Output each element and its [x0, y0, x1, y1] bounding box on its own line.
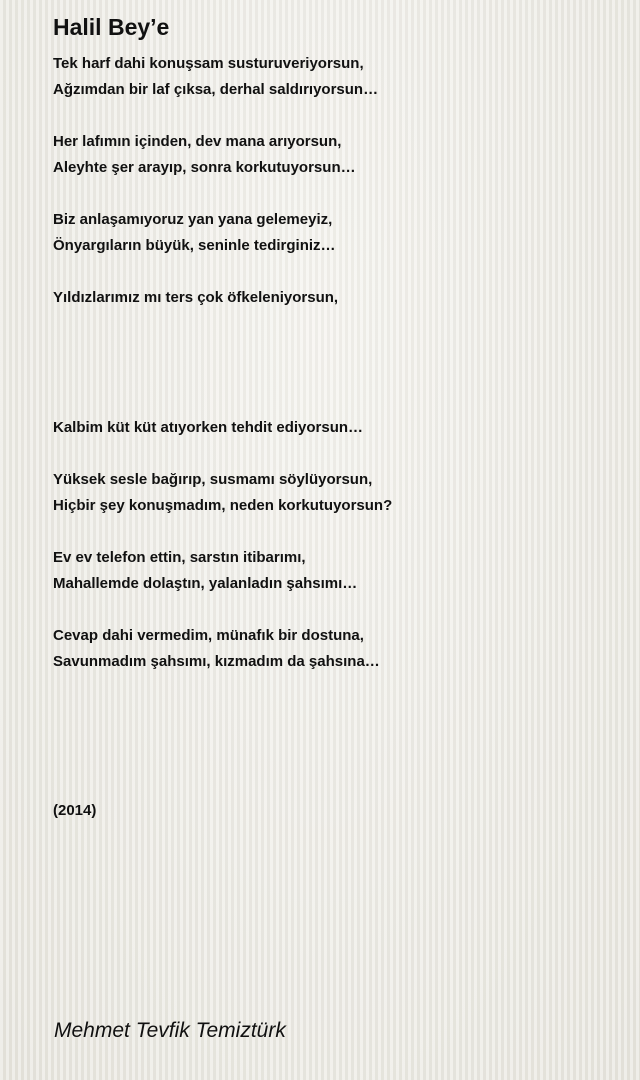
poem-line: Yıldızlarımız mı ters çok öfkeleniyorsun,	[53, 289, 339, 306]
poem-line: Biz anlaşamıyoruz yan yana gelemeyiz,	[53, 211, 333, 228]
poem-line: Kalbim küt küt atıyorken tehdit ediyorsun…	[53, 419, 364, 436]
poem-line: Önyargıların büyük, seninle tedirginiz…	[53, 237, 336, 254]
poem-body	[53, 51, 613, 675]
stanza-break	[53, 363, 613, 389]
poem-line: Tek harf dahi konuşsam susturuveriyorsun,	[53, 55, 364, 72]
stanza-break	[53, 337, 613, 363]
stanza-break	[53, 441, 613, 467]
poem-line: Hiçbir şey konuşmadım, neden korkutuyorsun?	[53, 497, 393, 514]
stanza-break	[53, 389, 613, 415]
poem-line: Savunmadım şahsımı, kızmadım da şahsına…	[53, 653, 380, 670]
poem-title: Halil Bey’e	[53, 14, 170, 40]
stanza-break	[53, 259, 613, 285]
poem-year: (2014)	[53, 802, 97, 819]
stanza-break	[53, 181, 613, 207]
poem-line: Ağzımdan bir laf çıksa, derhal saldırıyorsun…	[53, 81, 379, 98]
poem-line: Cevap dahi vermedim, münafık bir dostuna,	[53, 627, 364, 644]
poem-line: Aleyhte şer arayıp, sonra korkutuyorsun…	[53, 159, 356, 176]
stanza-break	[53, 597, 613, 623]
poem-line: Ev ev telefon ettin, sarstın itibarımı,	[53, 549, 306, 566]
poem-line: Her lafımın içinden, dev mana arıyorsun,	[53, 133, 342, 150]
stanza-break	[53, 311, 613, 337]
poem-line: Yüksek sesle bağırıp, susmamı söylüyorsun,	[53, 471, 373, 488]
stanza-break	[53, 103, 613, 129]
poem-author: Mehmet Tevfik Temiztürk	[54, 1019, 286, 1042]
stanza-break	[53, 519, 613, 545]
poem-line: Mahallemde dolaştın, yalanladın şahsımı…	[53, 575, 358, 592]
